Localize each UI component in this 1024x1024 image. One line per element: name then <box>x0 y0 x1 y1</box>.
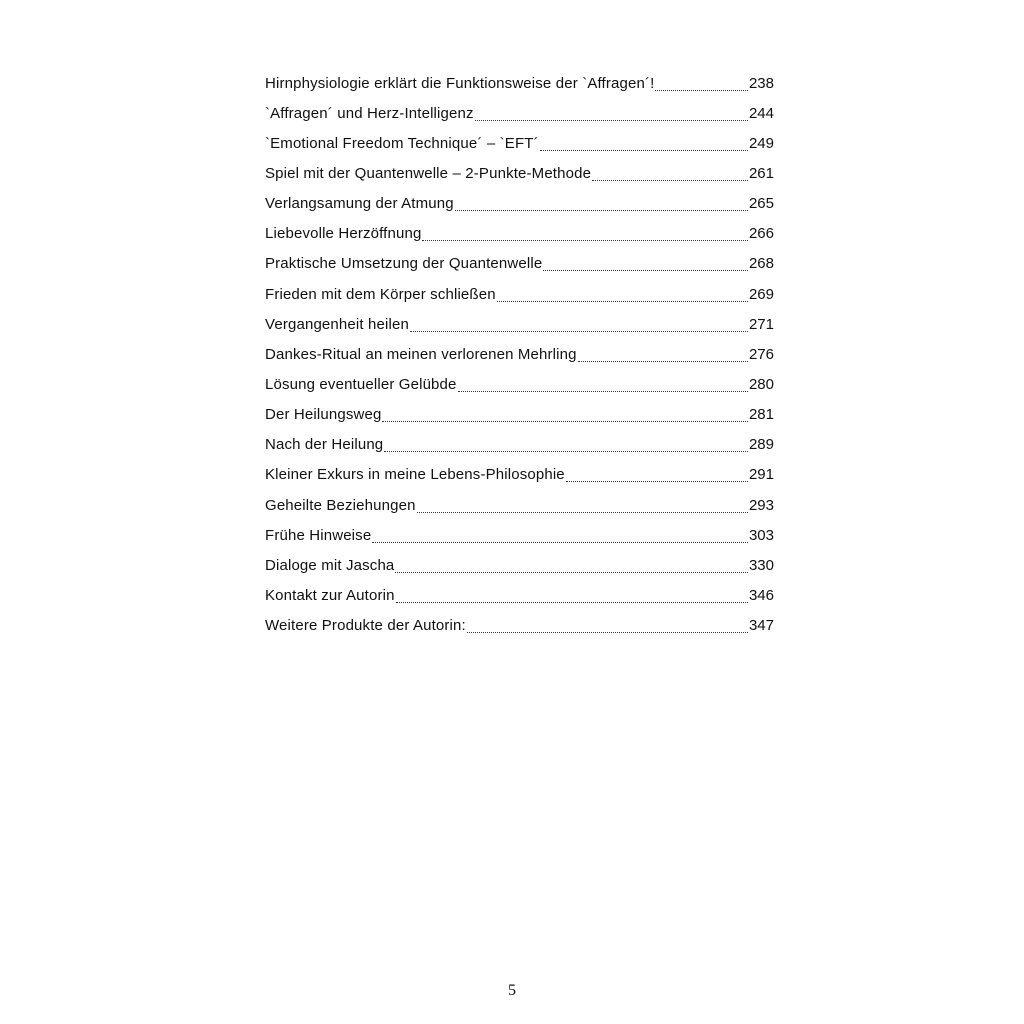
toc-entry-page: 293 <box>748 496 774 514</box>
toc-entry-page: 244 <box>748 104 774 122</box>
toc-dot-leader <box>655 89 748 91</box>
toc-entry-page: 265 <box>748 195 774 213</box>
toc-entry-page: 269 <box>748 285 774 303</box>
toc-dot-leader <box>578 360 748 362</box>
toc-dot-leader <box>384 450 748 452</box>
toc-dot-leader <box>395 571 748 573</box>
toc-entry-title: Dialoge mit Jascha <box>265 556 395 574</box>
toc-entry-page: 330 <box>748 556 774 574</box>
toc-entry-page: 261 <box>748 164 774 182</box>
toc-entry-title: Praktische Umsetzung der Quantenwelle <box>265 255 543 273</box>
toc-entry-title: Lösung eventueller Gelübde <box>265 375 457 393</box>
toc-entry[interactable] <box>265 249 774 279</box>
toc-dot-leader <box>458 390 748 392</box>
toc-entry-page: 271 <box>748 315 774 333</box>
toc-entry-page: 280 <box>748 375 774 393</box>
page-number: 5 <box>508 982 516 999</box>
toc-entry[interactable] <box>265 490 774 520</box>
toc-entry-title: Kleiner Exkurs in meine Lebens-Philosophie <box>265 466 565 484</box>
toc-entry-title: Spiel mit der Quantenwelle – 2-Punkte-Methode <box>265 164 592 182</box>
toc-dot-leader <box>372 541 748 543</box>
toc-dot-leader <box>543 269 748 271</box>
toc-entry-title: Verlangsamung der Atmung <box>265 195 454 213</box>
toc-dot-leader <box>422 239 748 241</box>
toc-entry-title: Liebevolle Herzöffnung <box>265 225 422 243</box>
toc-entry[interactable] <box>265 550 774 580</box>
toc-entry[interactable] <box>265 309 774 339</box>
toc-dot-leader <box>455 209 748 211</box>
toc-entry[interactable] <box>265 339 774 369</box>
toc-entry[interactable] <box>265 279 774 309</box>
toc-dot-leader <box>497 300 748 302</box>
toc-entry[interactable] <box>265 460 774 490</box>
toc-entry[interactable] <box>265 68 774 98</box>
toc-dot-leader <box>467 631 748 633</box>
toc-dot-leader <box>396 601 748 603</box>
toc-entry-title: Der Heilungsweg <box>265 406 382 424</box>
toc-entry-page: 238 <box>748 74 774 92</box>
toc-entry-page: 347 <box>748 617 774 635</box>
toc-entry[interactable] <box>265 520 774 550</box>
toc-entry-page: 346 <box>748 586 774 604</box>
toc-dot-leader <box>540 149 748 151</box>
toc-entry-page: 291 <box>748 466 774 484</box>
toc-dot-leader <box>410 330 748 332</box>
toc-entry-page: 249 <box>748 134 774 152</box>
toc-entry-page: 276 <box>748 345 774 363</box>
toc-entry[interactable] <box>265 369 774 399</box>
toc-entry-title: Frieden mit dem Körper schließen <box>265 285 496 303</box>
toc-entry-page: 266 <box>748 225 774 243</box>
toc-entry[interactable] <box>265 158 774 188</box>
toc-entry-title: Hirnphysiologie erklärt die Funktionsweise der `Affragen´! <box>265 74 655 92</box>
toc-entry[interactable] <box>265 400 774 430</box>
toc-entry-title: Dankes-Ritual an meinen verlorenen Mehrling <box>265 345 577 363</box>
toc-entry[interactable] <box>265 98 774 128</box>
toc-entry[interactable] <box>265 128 774 158</box>
toc-entry-page: 289 <box>748 436 774 454</box>
toc-entry[interactable] <box>265 189 774 219</box>
toc-entry-title: Vergangenheit heilen <box>265 315 409 333</box>
toc-entry-page: 303 <box>748 526 774 544</box>
toc-dot-leader <box>417 511 748 513</box>
toc-dot-leader <box>566 480 748 482</box>
toc-entry-title: Weitere Produkte der Autorin: <box>265 617 466 635</box>
toc-dot-leader <box>382 420 747 422</box>
toc-entry-title: Nach der Heilung <box>265 436 384 454</box>
toc-entry-page: 281 <box>748 406 774 424</box>
toc-entry-title: Frühe Hinweise <box>265 526 372 544</box>
toc-entry[interactable] <box>265 430 774 460</box>
toc-entry[interactable] <box>265 219 774 249</box>
toc-entry-title: `Emotional Freedom Technique´ – `EFT´ <box>265 134 539 152</box>
toc-entry[interactable] <box>265 580 774 610</box>
toc-dot-leader <box>475 119 748 121</box>
toc-entry-title: Geheilte Beziehungen <box>265 496 416 514</box>
table-of-contents <box>265 68 774 641</box>
toc-entry-page: 268 <box>748 255 774 273</box>
toc-entry[interactable] <box>265 611 774 641</box>
toc-dot-leader <box>592 179 748 181</box>
toc-entry-title: `Affragen´ und Herz-Intelligenz <box>265 104 474 122</box>
toc-entry-title: Kontakt zur Autorin <box>265 586 395 604</box>
